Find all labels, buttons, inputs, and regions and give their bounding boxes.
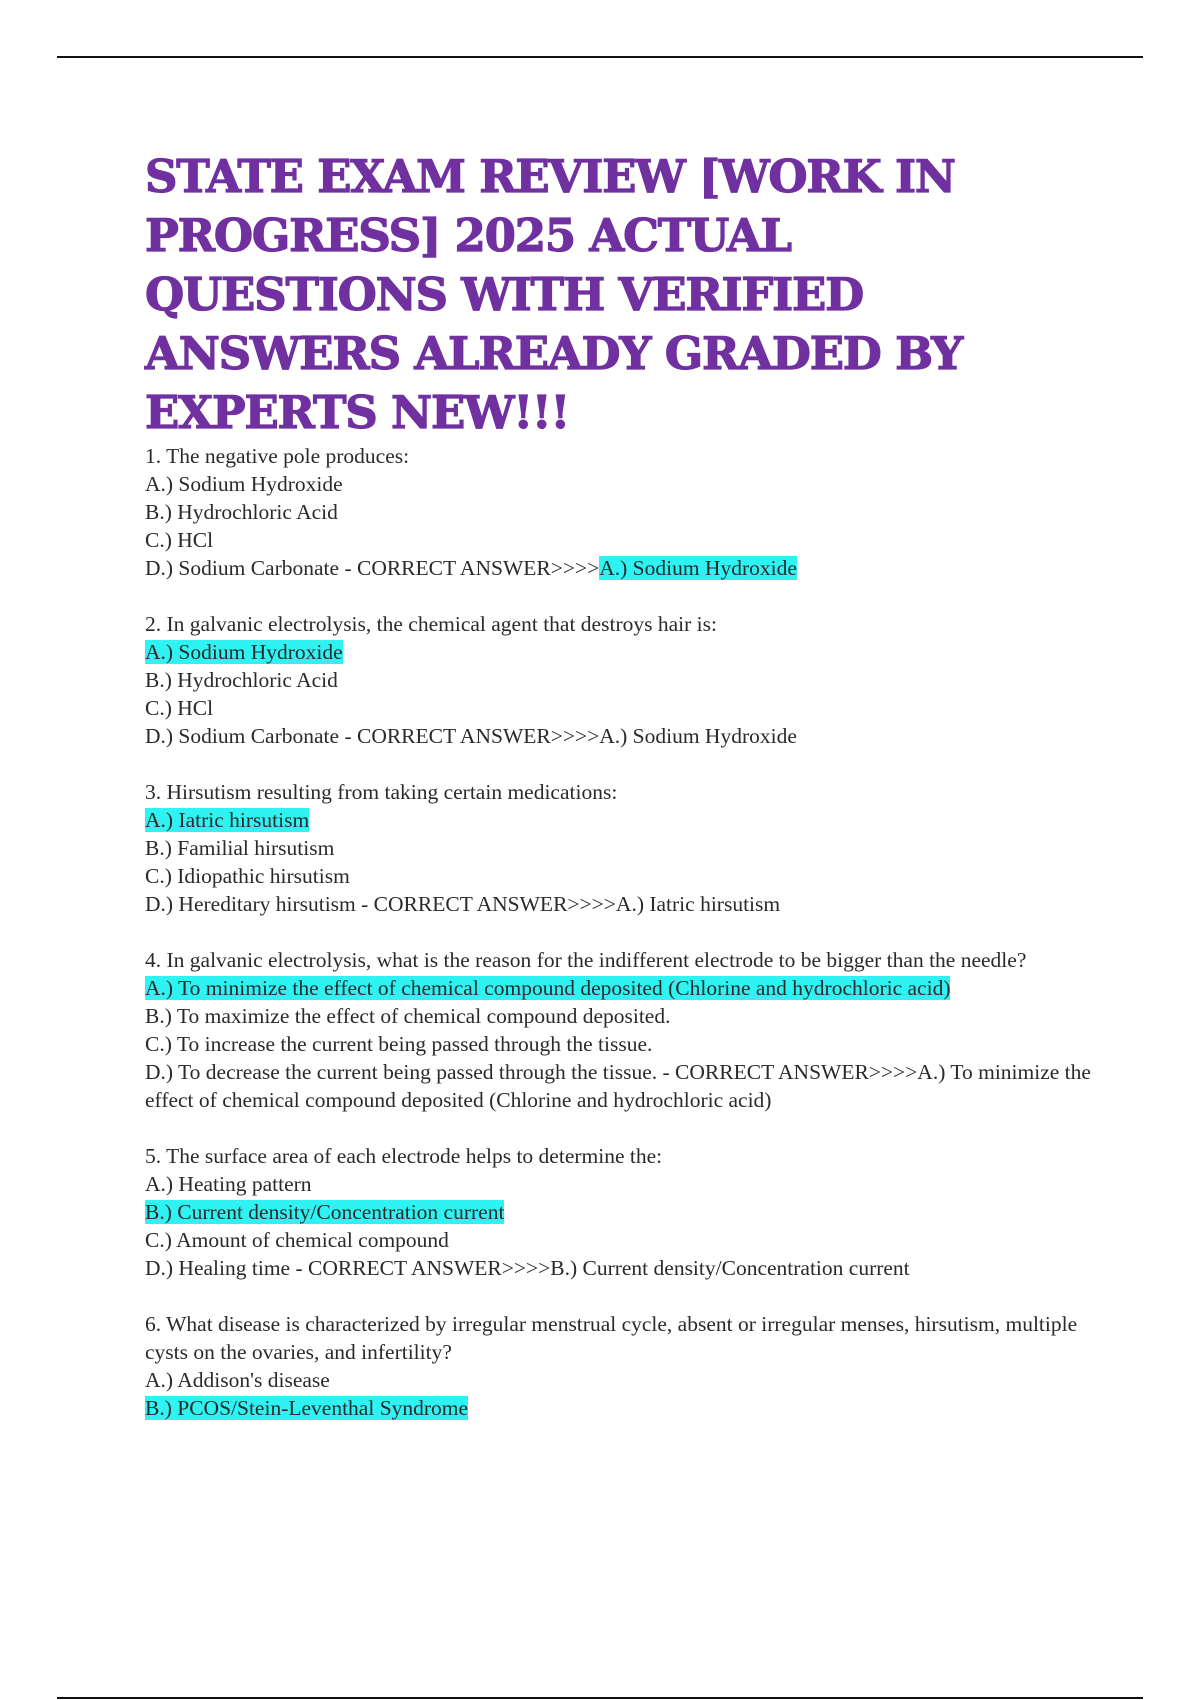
option-a: A.) Heating pattern (145, 1172, 312, 1196)
option-c: C.) HCl (145, 696, 214, 720)
document-title: STATE EXAM REVIEW [WORK IN PROGRESS] 2025 ACTUAL QUESTIONS WITH VERIFIED ANSWERS ALREADY GRADED BY EXPERTS NEW!!! (145, 150, 963, 439)
question-text: 4. In galvanic electrolysis, what is the reason for the indifferent electrode to be bigger than the needle? (145, 948, 1027, 972)
question-text: 5. The surface area of each electrode helps to determine the: (145, 1144, 663, 1168)
option-c: C.) Idiopathic hirsutism (145, 864, 350, 888)
option-b (145, 1198, 1105, 1226)
correct-answer-highlight: A.) Sodium Hydroxide (145, 640, 343, 664)
question-4 (145, 946, 1105, 1114)
question-2 (145, 610, 1105, 750)
option-b: B.) Hydrochloric Acid (145, 500, 338, 524)
question-5 (145, 1142, 1105, 1282)
option-b (145, 1394, 1105, 1422)
question-text: 6. What disease is characterized by irregular menstrual cycle, absent or irregular menses, hirsutism, multiple cysts on the ovaries, and infertility? (145, 1312, 1078, 1364)
option-c: C.) HCl (145, 528, 214, 552)
option-a: A.) Sodium Hydroxide (145, 472, 343, 496)
option-d: D.) To decrease the current being passed through the tissue. - CORRECT ANSWER>>>>A.) To minimize the effect of chemical compound deposited (Chlorine and hydrochloric acid) (145, 1060, 1091, 1112)
option-a (145, 806, 1105, 834)
option-c: C.) To increase the current being passed through the tissue. (145, 1032, 653, 1056)
question-text: 3. Hirsutism resulting from taking certain medications: (145, 780, 618, 804)
correct-answer-highlight: B.) Current density/Concentration current (145, 1200, 505, 1224)
question-text: 2. In galvanic electrolysis, the chemical agent that destroys hair is: (145, 612, 717, 636)
option-b: B.) To maximize the effect of chemical compound deposited. (145, 1004, 671, 1028)
document-body (145, 147, 1105, 1422)
correct-answer-highlight: B.) PCOS/Stein-Leventhal Syndrome (145, 1396, 469, 1420)
option-a (145, 638, 1105, 666)
question-text: 1. The negative pole produces: (145, 444, 410, 468)
option-d: D.) Sodium Carbonate - CORRECT ANSWER>>>>A.) Sodium Hydroxide (145, 724, 797, 748)
option-d: D.) Hereditary hirsutism - CORRECT ANSWER>>>>A.) Iatric hirsutism (145, 892, 781, 916)
option-b: B.) Hydrochloric Acid (145, 668, 338, 692)
bottom-rule (57, 1697, 1143, 1699)
correct-answer-highlight: A.) Iatric hirsutism (145, 808, 310, 832)
option-b: B.) Familial hirsutism (145, 836, 335, 860)
question-1 (145, 442, 1105, 582)
question-6 (145, 1310, 1105, 1422)
top-rule (57, 56, 1143, 58)
option-d: D.) Healing time - CORRECT ANSWER>>>>B.) Current density/Concentration current (145, 1256, 910, 1280)
option-c: C.) Amount of chemical compound (145, 1228, 449, 1252)
correct-answer-highlight: A.) To minimize the effect of chemical compound deposited (Chlorine and hydrochloric acid) (145, 976, 951, 1000)
option-a: A.) Addison's disease (145, 1368, 330, 1392)
option-d-text: D.) Sodium Carbonate - CORRECT ANSWER>>>> (145, 556, 600, 580)
correct-answer-highlight: A.) Sodium Hydroxide (599, 556, 797, 580)
option-d (145, 554, 1105, 582)
question-3 (145, 778, 1105, 918)
option-a (145, 974, 1105, 1002)
